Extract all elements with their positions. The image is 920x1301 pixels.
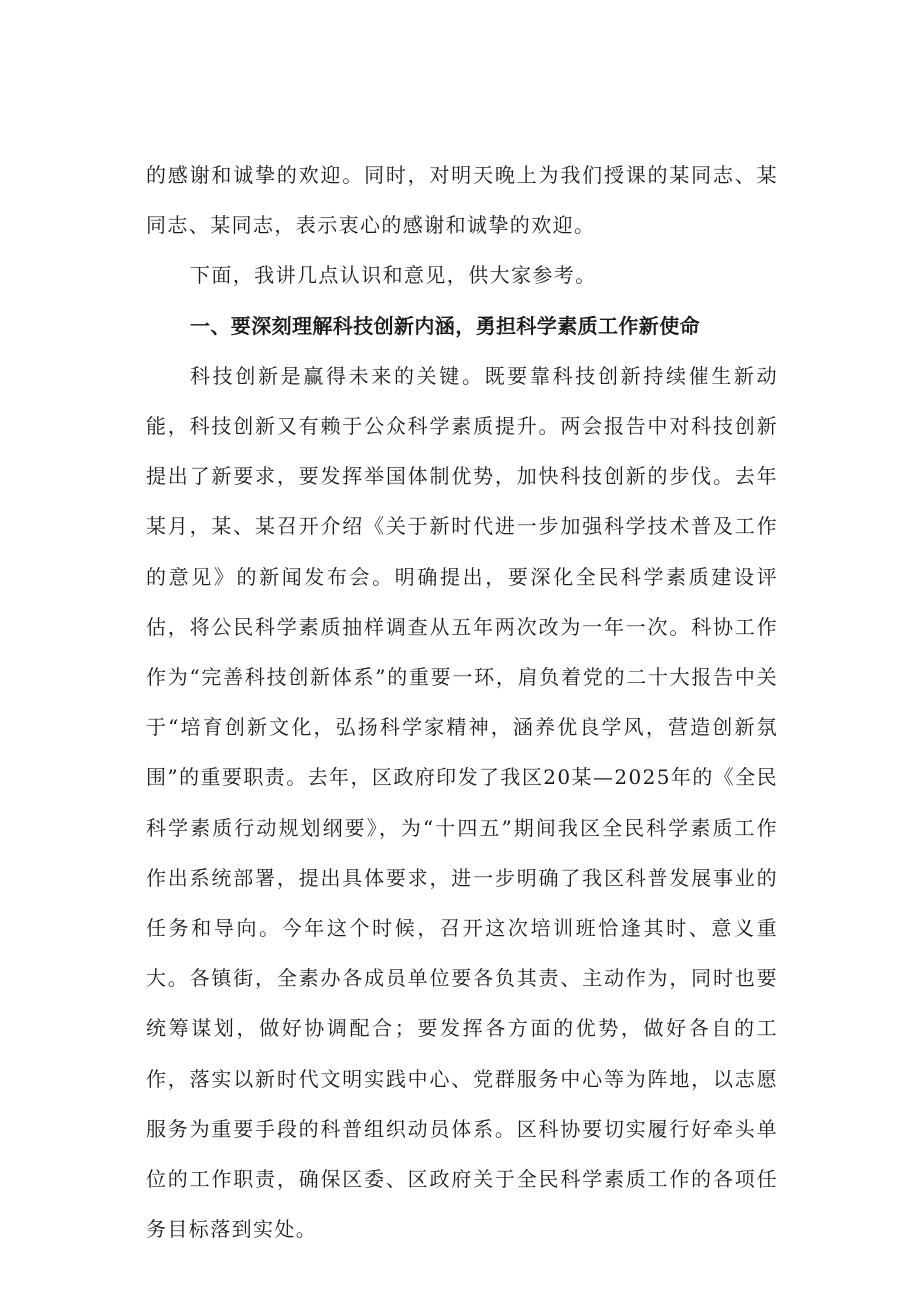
- section-heading: 一、要深刻理解科技创新内涵，勇担科学素质工作新使命: [190, 313, 700, 338]
- closing-thanks-paragraph: 的感谢和诚挚的欢迎。同时，对明天晚上为我们授课的某同志、某同志、某同志，表示衷心的感谢和诚挚的欢迎。: [146, 163, 778, 238]
- document-page: [146, 150, 778, 1254]
- body-paragraph: 科技创新是赢得未来的关键。既要靠科技创新持续催生新动能，科技创新又有赖于公众科学素质提升。两会报告中对科技创新提出了新要求，要发挥举国体制优势，加快科技创新的步伐。去年某月，某、某召开介绍《关于新时代进一步加强科学技术普及工作的意见》的新闻发布会。明确提出，要深化全民科学素质建设评估，将公民科学素质抽样调查从五年两次改为一年一次。科协工作作为“完善科技创新体系”的重要一环，肩负着党的二十大报告中关于“培育创新文化，弘扬科学家精神，涵养优良学风，营造创新氛围”的重要职责。去年，区政府印发了我区20某—2025年的《全民科学素质行动规划纲要》，为“十四五”期间我区全民科学素质工作作出系统部署，提出具体要求，进一步明确了我区科普发展事业的任务和导向。今年这个时候，召开这次培训班恰逢其时、意义重大。各镇街，全素办各成员单位要各负其责、主动作为，同时也要统筹谋划，做好协调配合；要发挥各方面的优势，做好各自的工作，落实以新时代文明实践中心、党群服务中心等为阵地，以志愿服务为重要手段的科普组织动员体系。区科协要切实履行好牵头单位的工作职责，确保区委、区政府关于全民科学素质工作的各项任务目标落到实处。: [146, 363, 778, 1242]
- intro-paragraph: 下面，我讲几点认识和意见，供大家参考。: [190, 263, 597, 288]
